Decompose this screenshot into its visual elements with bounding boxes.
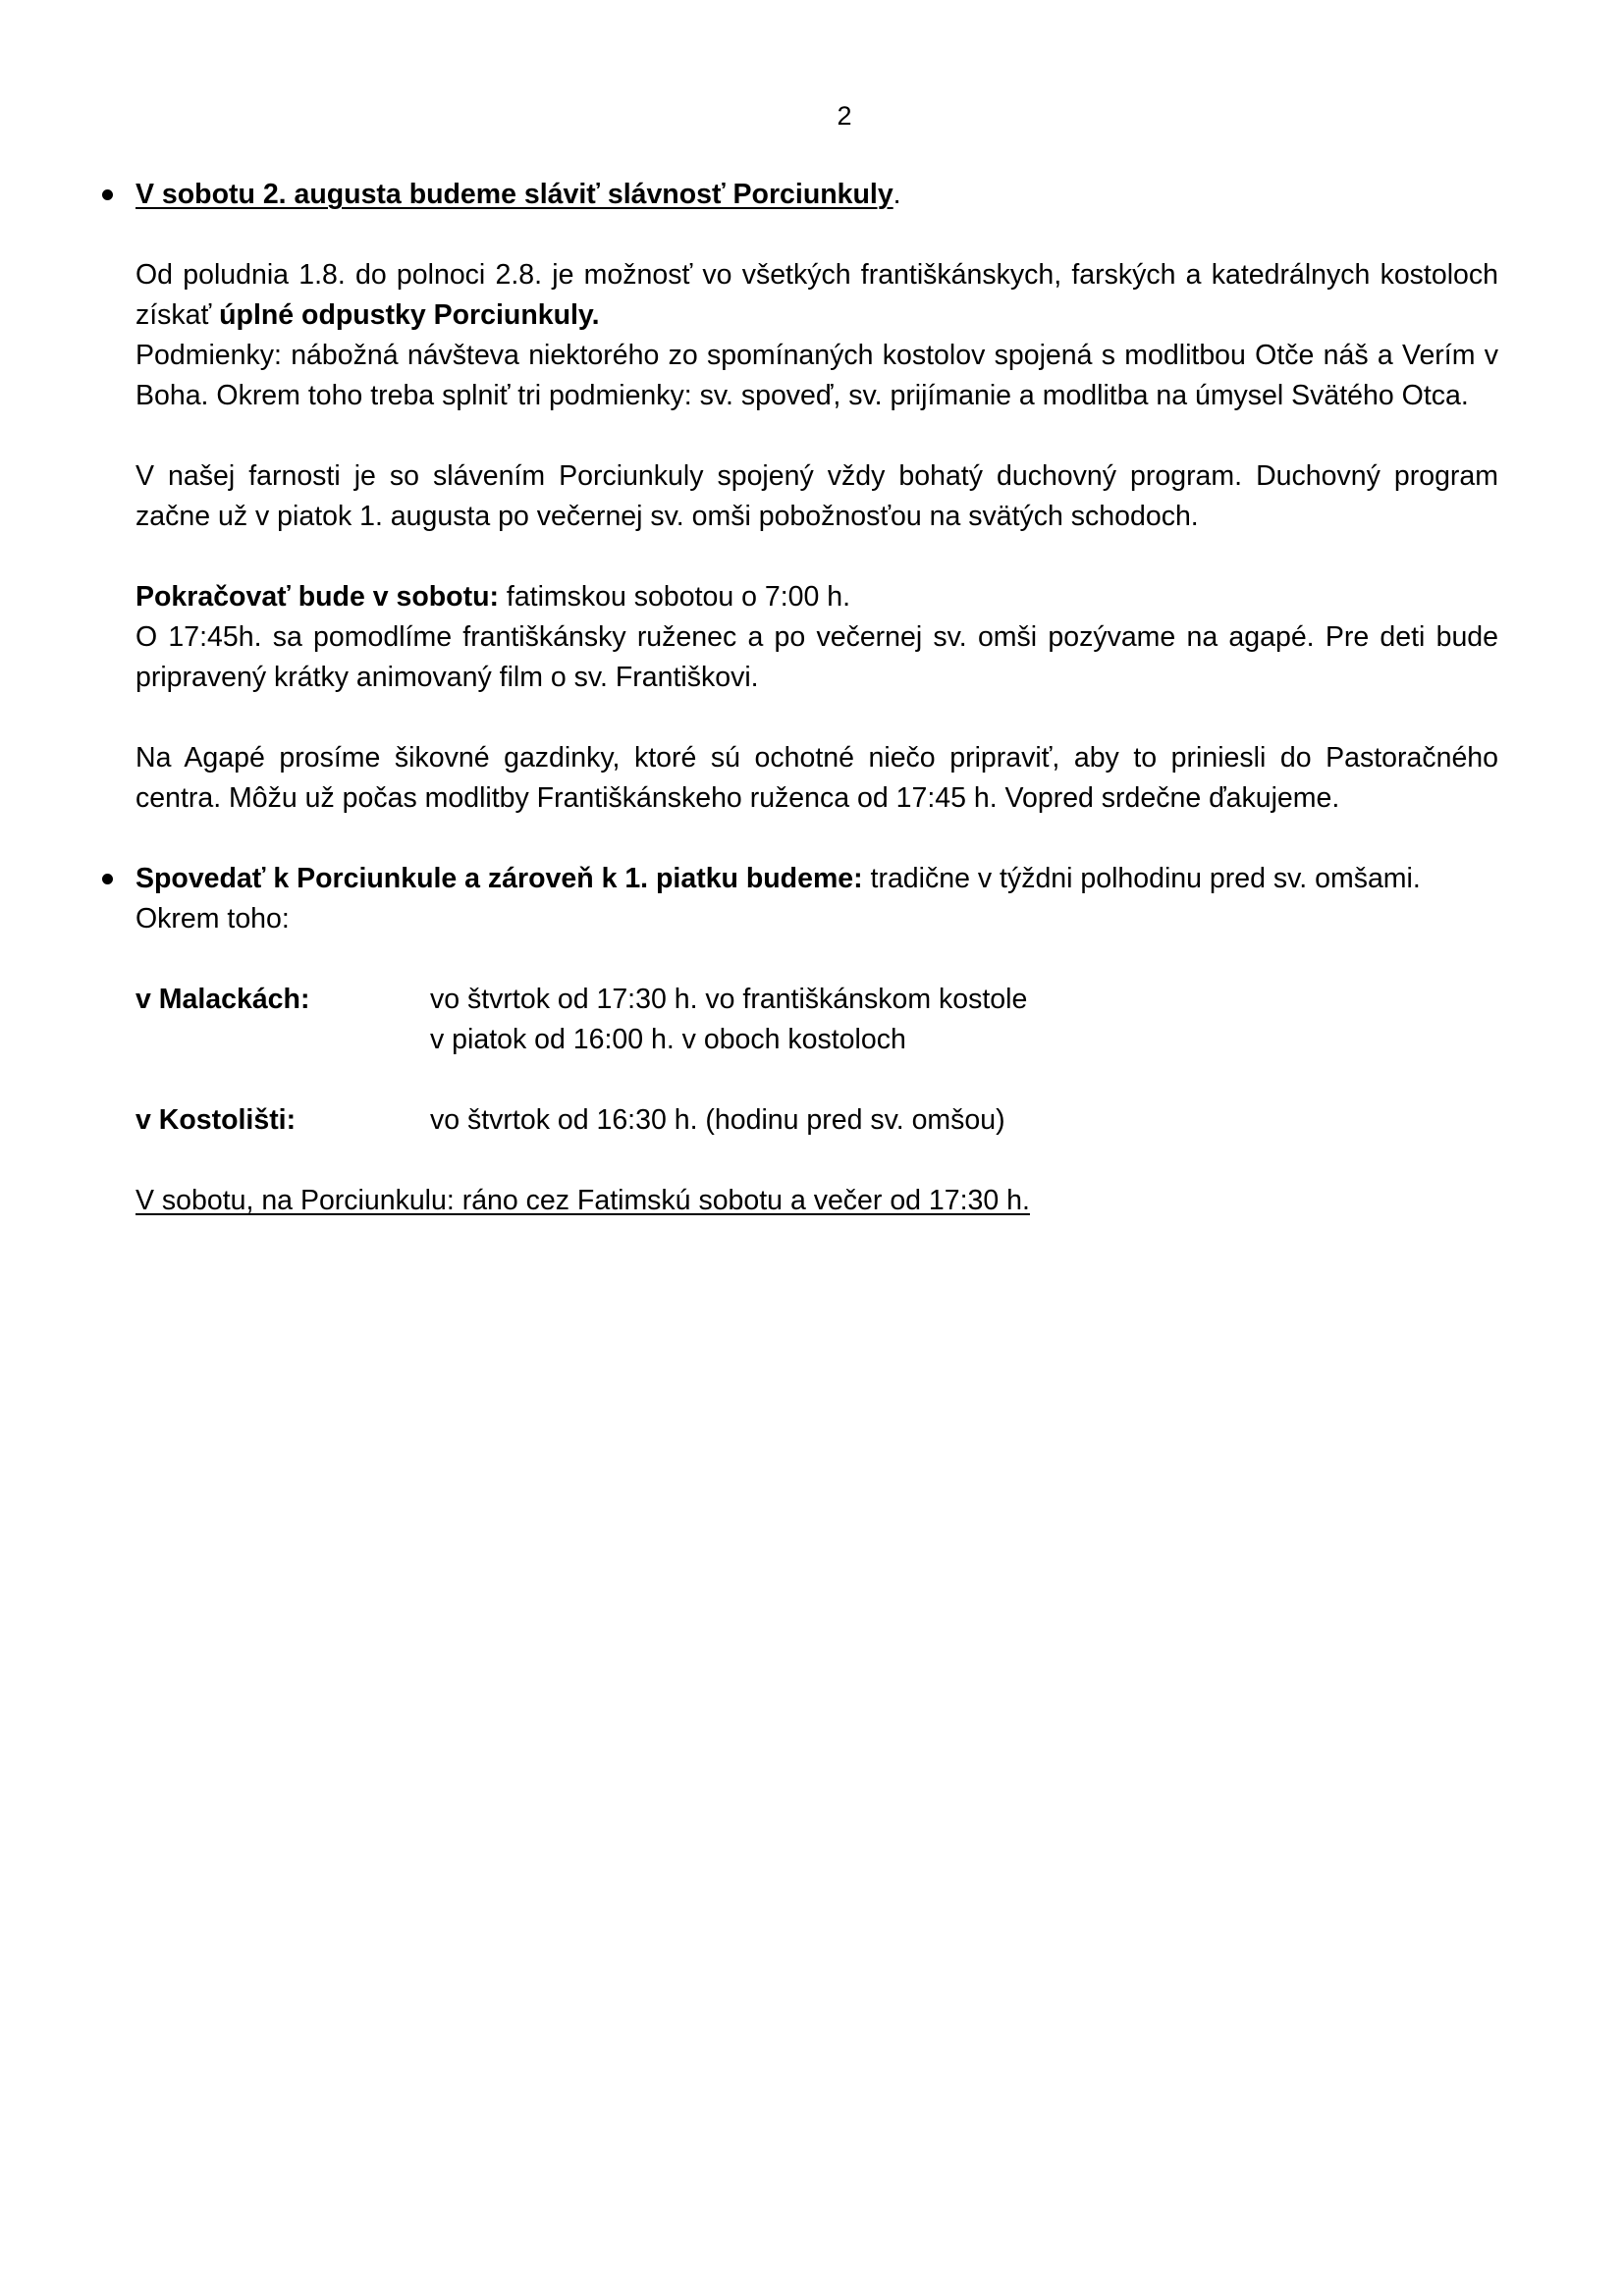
porciunkula-heading: V sobotu 2. augusta budeme sláviť slávnosť Porciunkuly. — [135, 179, 901, 210]
porciunkula-section — [135, 175, 1498, 819]
schedule-row-malacky — [135, 980, 1498, 1060]
program-paragraph: V našej farnosti je so slávením Porciunkuly spojený vždy bohatý duchovný program. Duchovný program začne už v piatok 1. augusta po večernej sv. omši pobožnosťou na svätých schodoch. — [135, 460, 1498, 532]
confession-section — [135, 859, 1498, 1221]
schedule-row-kostoliste — [135, 1100, 1498, 1141]
page-number: 2 — [837, 101, 852, 131]
bulletin-content — [135, 175, 1498, 1221]
evening-paragraph: O 17:45h. sa pomodlíme františkánsky ruženec a po večernej sv. omši pozývame na agapé. Pre deti bude pripravený krátky animovaný film o sv. Františkovi. — [135, 621, 1498, 693]
conditions-paragraph: Podmienky: nábožná návšteva niektorého zo spomínaných kostolov spojená s modlitbou Otče náš a Verím v Boha. Okrem toho treba splniť tri podmienky: sv. spoveď, sv. prijímanie a modlitba na úmysel Svätého Otca. — [135, 340, 1498, 411]
bullet-icon — [102, 874, 113, 884]
bullet-icon — [102, 189, 113, 200]
schedule-place: v Malackách: — [135, 984, 310, 1015]
schedule-place: v Kostolišti: — [135, 1104, 297, 1136]
confession-paragraph: Spovedať k Porciunkule a zároveň k 1. piatku budeme: tradične v týždni polhodinu pred sv. omšami. Okrem toho: — [135, 863, 1421, 934]
schedule-times — [430, 1100, 1005, 1141]
agape-paragraph: Na Agapé prosíme šikovné gazdinky, ktoré sú ochotné niečo pripraviť, aby to priniesli do Pastoračného centra. Môžu už počas modlitby Františkánskeho ruženca od 17:45 h. Vopred srdečne ďakujeme. — [135, 742, 1498, 814]
schedule-time: vo štvrtok od 17:30 h. vo františkánskom kostole — [430, 984, 1028, 1015]
indulgence-paragraph: Od poludnia 1.8. do polnoci 2.8. je možnosť vo všetkých františkánskych, farských a katedrálnych kostoloch získať úplné odpustky Porciunkuly. — [135, 259, 1498, 331]
schedule-times — [430, 980, 1027, 1060]
saturday-line: Pokračovať bude v sobotu: fatimskou sobotou o 7:00 h. — [135, 581, 851, 613]
schedule-time: v piatok od 16:00 h. v oboch kostoloch — [430, 1024, 906, 1055]
saturday-confession-note: V sobotu, na Porciunkulu: ráno cez Fatimskú sobotu a večer od 17:30 h. — [135, 1185, 1030, 1216]
schedule-time: vo štvrtok od 16:30 h. (hodinu pred sv. omšou) — [430, 1104, 1005, 1136]
